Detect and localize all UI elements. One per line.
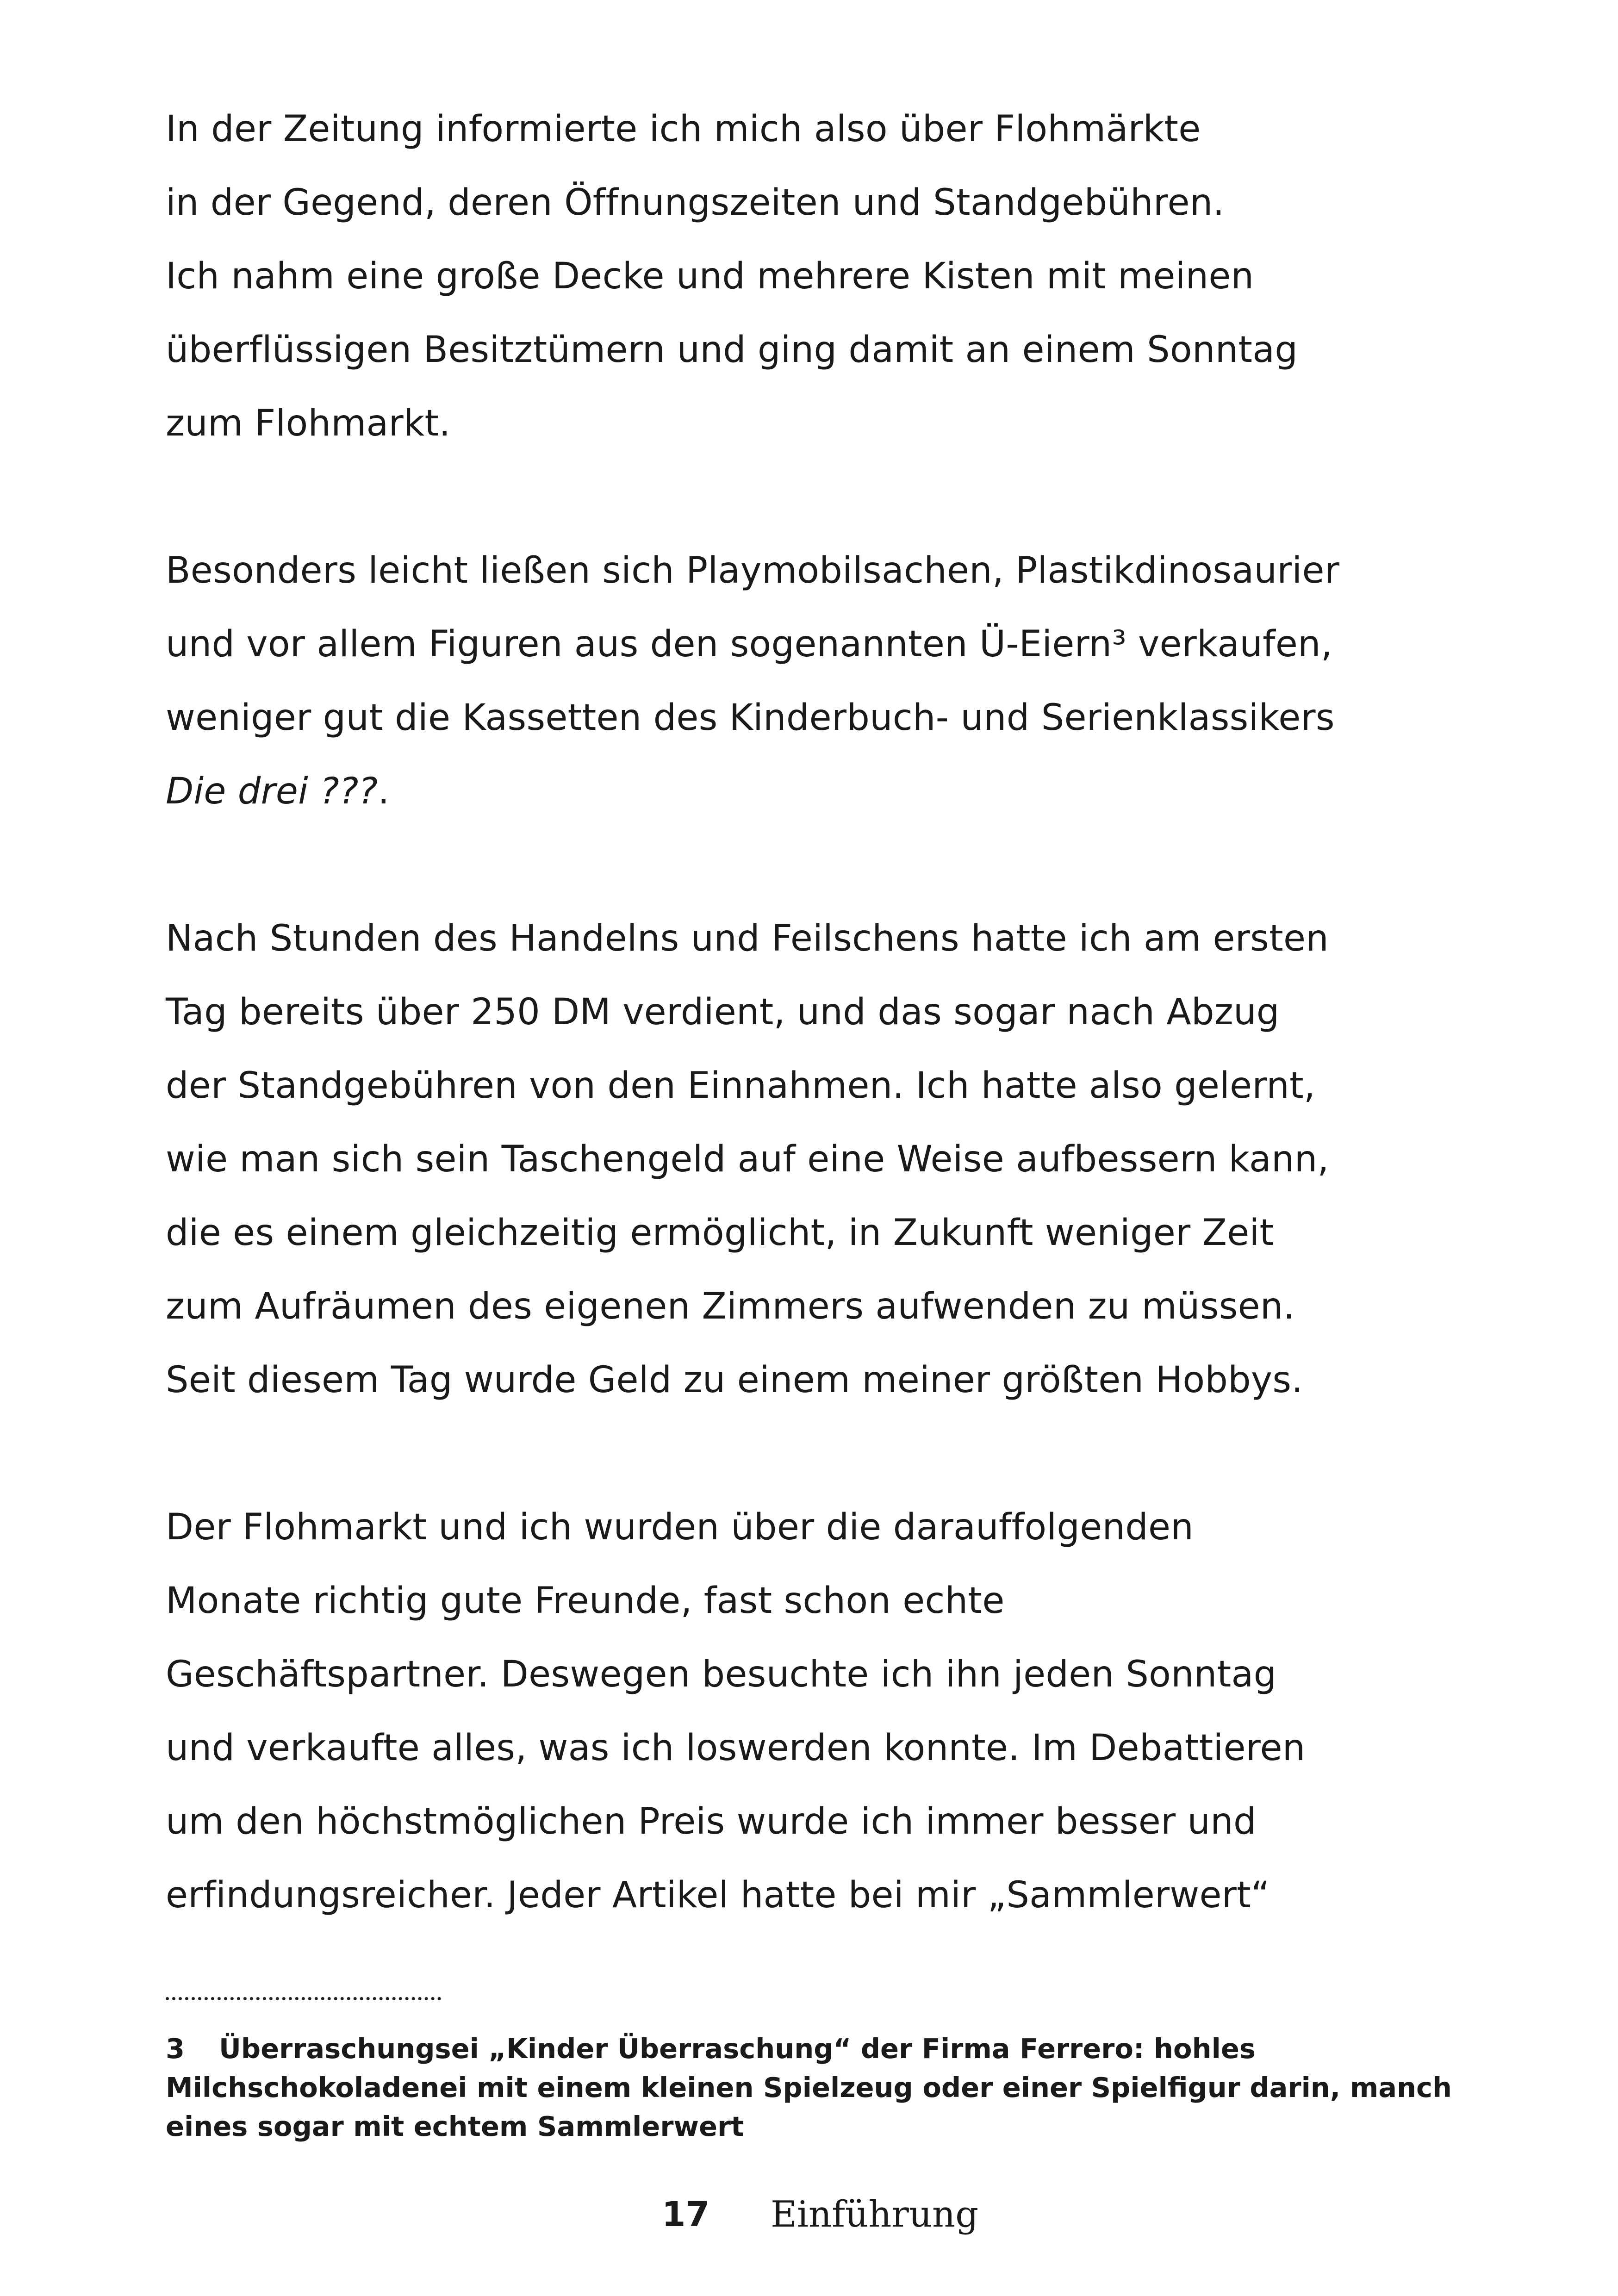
footnote-text: Überraschungsei „Kinder Überraschung“ der Firma Ferrero: hohles bbox=[219, 2033, 1256, 2065]
text-line: In der Zeitung informierte ich mich also über Flohmärkte bbox=[166, 108, 1201, 150]
text-line: der Standgebühren von den Einnahmen. Ich hatte also gelernt, bbox=[166, 1065, 1316, 1107]
paragraph-2 bbox=[166, 534, 1508, 828]
footnote-line bbox=[166, 2029, 1462, 2068]
text-line: Ich nahm eine große Decke und mehrere Kisten mit meinen bbox=[166, 255, 1254, 297]
paragraph-1 bbox=[166, 93, 1508, 460]
footnote-line: Milchschokoladenei mit einem kleinen Spielzeug oder einer Spielfigur darin, manch bbox=[166, 2072, 1452, 2103]
paragraph-3 bbox=[166, 902, 1508, 1417]
text-line: zum Aufräumen des eigenen Zimmers aufwenden zu müssen. bbox=[166, 1286, 1295, 1327]
body-text bbox=[166, 93, 1508, 1932]
text-line: wie man sich sein Taschengeld auf eine Weise aufbessern kann, bbox=[166, 1139, 1329, 1180]
text-line: Tag bereits über 250 DM verdient, und das sogar nach Abzug bbox=[166, 991, 1280, 1033]
text-line: erfindungsreicher. Jeder Artikel hatte bei mir „Sammlerwert“ bbox=[166, 1874, 1270, 1916]
text-line: Seit diesem Tag wurde Geld zu einem meiner größten Hobbys. bbox=[166, 1359, 1303, 1401]
section-title: Einführung bbox=[771, 2194, 979, 2235]
text-line: überflüssigen Besitztümern und ging damit an einem Sonntag bbox=[166, 329, 1298, 371]
page-number: 17 bbox=[662, 2195, 709, 2234]
text-line: Nach Stunden des Handelns und Feilschens hatte ich am ersten bbox=[166, 918, 1329, 959]
footnote-line: eines sogar mit echtem Sammlerwert bbox=[166, 2110, 744, 2142]
text-line: Monate richtig gute Freunde, fast schon echte bbox=[166, 1580, 1005, 1622]
book-title: Die drei ??? bbox=[166, 771, 378, 812]
text-line: in der Gegend, deren Öffnungszeiten und Standgebühren. bbox=[166, 182, 1225, 224]
text-line: und verkaufte alles, was ich loswerden konnte. Im Debattieren bbox=[166, 1727, 1306, 1769]
text-line: weniger gut die Kassetten des Kinderbuch- und Serienklassikers bbox=[166, 697, 1335, 739]
text-line: Geschäftspartner. Deswegen besuchte ich ihn jeden Sonntag bbox=[166, 1654, 1277, 1695]
text-line: Besonders leicht ließen sich Playmobilsachen, Plastikdinosaurier bbox=[166, 550, 1340, 591]
paragraph-4 bbox=[166, 1491, 1508, 1932]
footnote bbox=[166, 2029, 1462, 2146]
sentence-end: . bbox=[378, 771, 390, 812]
text-line: um den höchstmöglichen Preis wurde ich immer besser und bbox=[166, 1801, 1257, 1842]
text-line: und vor allem Figuren aus den sogenannten Ü-Eiern³ verkaufen, bbox=[166, 623, 1332, 665]
text-line bbox=[166, 755, 1508, 828]
text-line: die es einem gleichzeitig ermöglicht, in Zukunft weniger Zeit bbox=[166, 1212, 1274, 1254]
text-line: Der Flohmarkt und ich wurden über die darauffolgenden bbox=[166, 1506, 1194, 1548]
footnote-separator bbox=[166, 1997, 441, 2000]
text-line: zum Flohmarkt. bbox=[166, 403, 451, 444]
page-footer bbox=[0, 2191, 1618, 2242]
footnote-number: 3 bbox=[166, 2033, 185, 2065]
